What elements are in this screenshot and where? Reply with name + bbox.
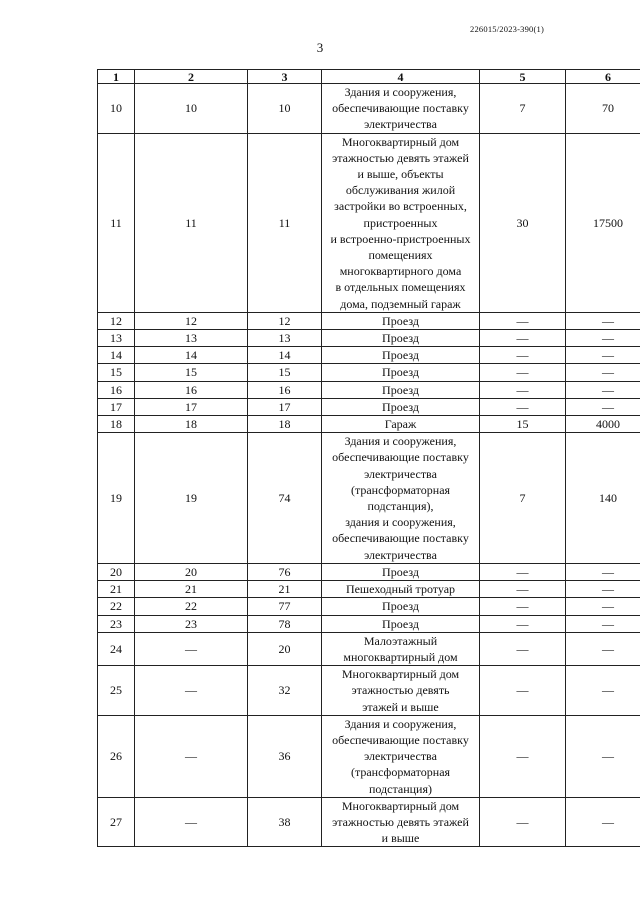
- description-line: Проезд: [382, 399, 419, 414]
- table-cell-c4: [322, 433, 480, 564]
- table-cell-c4: [322, 133, 480, 312]
- description-line: здания и сооружения,: [345, 515, 456, 530]
- table-cell-c6: 17500: [566, 133, 640, 312]
- table-row: [98, 416, 640, 433]
- table-cell-c3: 32: [248, 666, 322, 716]
- description-line: Проезд: [382, 564, 419, 579]
- document-reference-number: 226015/2023-390(1): [470, 24, 544, 34]
- table-cell-c6: —: [566, 715, 640, 797]
- table-row: [98, 632, 640, 665]
- table-cell-c1: 16: [98, 381, 135, 398]
- table-cell-c2: 10: [135, 84, 248, 134]
- table-cell-c4: [322, 615, 480, 632]
- description-line: пристроенных: [363, 215, 438, 230]
- table-cell-c2: 14: [135, 347, 248, 364]
- description-line: этажностью девять: [351, 683, 450, 698]
- description-line: многоквартирный дом: [343, 649, 458, 664]
- table-cell-c2: 15: [135, 364, 248, 381]
- description-line: и выше: [381, 831, 420, 846]
- column-header: 5: [480, 70, 566, 84]
- table-cell-c3: 18: [248, 416, 322, 433]
- table-row: [98, 433, 640, 564]
- table-cell-c4: [322, 563, 480, 580]
- table-cell-c5: 7: [480, 84, 566, 134]
- table-cell-c2: 19: [135, 433, 248, 564]
- description-line: этажей и выше: [362, 699, 439, 714]
- table-cell-c1: 26: [98, 715, 135, 797]
- table-cell-c1: 23: [98, 615, 135, 632]
- description-line: Проезд: [382, 348, 419, 363]
- description-line: обслуживания жилой: [345, 183, 456, 198]
- table-row: [98, 797, 640, 847]
- table-cell-c6: —: [566, 666, 640, 716]
- table-cell-c1: 21: [98, 581, 135, 598]
- table-cell-c5: —: [480, 381, 566, 398]
- table-cell-c3: 17: [248, 398, 322, 415]
- table-cell-c3: 74: [248, 433, 322, 564]
- description-line: Малоэтажный: [363, 633, 438, 648]
- description-line: Здания и сооружения,: [344, 716, 457, 731]
- table-cell-c4: [322, 330, 480, 347]
- table-cell-c4: [322, 312, 480, 329]
- table-cell-c2: 22: [135, 598, 248, 615]
- table-cell-c5: 7: [480, 433, 566, 564]
- description-line: обеспечивающие поставку: [332, 101, 469, 116]
- table-cell-c5: 30: [480, 133, 566, 312]
- table-row: [98, 84, 640, 134]
- table-cell-c5: —: [480, 581, 566, 598]
- table-cell-c2: 23: [135, 615, 248, 632]
- table-cell-c6: —: [566, 632, 640, 665]
- table-cell-c3: 77: [248, 598, 322, 615]
- description-line: застройки во встроенных,: [334, 199, 467, 214]
- table-cell-c1: 18: [98, 416, 135, 433]
- table-cell-c6: —: [566, 347, 640, 364]
- table-cell-c5: —: [480, 398, 566, 415]
- table-row: [98, 381, 640, 398]
- table-cell-c3: 78: [248, 615, 322, 632]
- table-cell-c5: —: [480, 330, 566, 347]
- table-row: [98, 347, 640, 364]
- table-cell-c1: 12: [98, 312, 135, 329]
- table-cell-c2: 20: [135, 563, 248, 580]
- table-cell-c2: 18: [135, 416, 248, 433]
- column-header: 6: [566, 70, 640, 84]
- table-cell-c4: [322, 598, 480, 615]
- table-cell-c4: [322, 398, 480, 415]
- table-cell-c2: 16: [135, 381, 248, 398]
- table-cell-c2: —: [135, 666, 248, 716]
- description-line: и встроенно-пристроенных: [330, 231, 471, 246]
- description-line: и выше, объекты: [357, 167, 444, 182]
- description-line: Пешеходный тротуар: [345, 582, 456, 597]
- table-cell-c2: —: [135, 797, 248, 847]
- table-cell-c5: —: [480, 563, 566, 580]
- description-line: электричества: [364, 466, 437, 481]
- description-line: Проезд: [382, 365, 419, 380]
- table-cell-c1: 19: [98, 433, 135, 564]
- table-row: [98, 666, 640, 716]
- table-cell-c5: —: [480, 615, 566, 632]
- table-cell-c2: 21: [135, 581, 248, 598]
- description-line: подстанция): [368, 781, 432, 796]
- table-cell-c4: [322, 347, 480, 364]
- table-cell-c4: [322, 666, 480, 716]
- description-line: Проезд: [382, 382, 419, 397]
- table-cell-c4: [322, 632, 480, 665]
- table-cell-c6: —: [566, 581, 640, 598]
- table-row: [98, 581, 640, 598]
- table-cell-c6: —: [566, 598, 640, 615]
- table-cell-c4: [322, 715, 480, 797]
- table-cell-c6: —: [566, 797, 640, 847]
- description-line: этажностью девять этажей: [332, 150, 469, 165]
- table-cell-c1: 11: [98, 133, 135, 312]
- table-row: [98, 133, 640, 312]
- table-cell-c1: 15: [98, 364, 135, 381]
- table-cell-c3: 10: [248, 84, 322, 134]
- table-cell-c6: 140: [566, 433, 640, 564]
- table-cell-c5: —: [480, 364, 566, 381]
- description-line: электричества: [364, 749, 437, 764]
- description-line: (трансформаторная: [350, 765, 451, 780]
- table-cell-c1: 25: [98, 666, 135, 716]
- description-line: этажностью девять этажей: [332, 814, 469, 829]
- table-cell-c6: 4000: [566, 416, 640, 433]
- table-cell-c3: 20: [248, 632, 322, 665]
- description-line: обеспечивающие поставку: [332, 450, 469, 465]
- table-row: [98, 312, 640, 329]
- table-cell-c6: 70: [566, 84, 640, 134]
- table-cell-c3: 36: [248, 715, 322, 797]
- table-cell-c1: 22: [98, 598, 135, 615]
- table-cell-c4: [322, 797, 480, 847]
- table-cell-c6: —: [566, 364, 640, 381]
- column-header: 3: [248, 70, 322, 84]
- table-cell-c5: —: [480, 347, 566, 364]
- column-header: 4: [322, 70, 480, 84]
- table-cell-c3: 13: [248, 330, 322, 347]
- description-line: Многоквартирный дом: [341, 798, 460, 813]
- table-row: [98, 563, 640, 580]
- table-row: [98, 364, 640, 381]
- table-cell-c6: —: [566, 330, 640, 347]
- table-row: [98, 330, 640, 347]
- description-line: Проезд: [382, 331, 419, 346]
- table-cell-c4: [322, 381, 480, 398]
- description-line: подстанция),: [367, 499, 434, 514]
- description-line: электричества: [364, 547, 437, 562]
- table-row: [98, 398, 640, 415]
- table-cell-c5: —: [480, 715, 566, 797]
- table-cell-c1: 13: [98, 330, 135, 347]
- table-cell-c2: 12: [135, 312, 248, 329]
- table-cell-c3: 38: [248, 797, 322, 847]
- table-row: [98, 598, 640, 615]
- description-line: обеспечивающие поставку: [332, 732, 469, 747]
- table-cell-c5: —: [480, 797, 566, 847]
- table-cell-c3: 14: [248, 347, 322, 364]
- table-cell-c1: 20: [98, 563, 135, 580]
- table-cell-c3: 11: [248, 133, 322, 312]
- table-cell-c2: —: [135, 715, 248, 797]
- description-line: Здания и сооружения,: [344, 434, 457, 449]
- description-line: (трансформаторная: [350, 482, 451, 497]
- table-cell-c4: [322, 84, 480, 134]
- description-line: электричества: [364, 117, 437, 132]
- table-cell-c6: —: [566, 563, 640, 580]
- description-line: Здания и сооружения,: [344, 85, 457, 99]
- table-cell-c6: —: [566, 381, 640, 398]
- table-cell-c6: —: [566, 615, 640, 632]
- description-line: Проезд: [382, 616, 419, 631]
- table-cell-c3: 76: [248, 563, 322, 580]
- table-cell-c3: 15: [248, 364, 322, 381]
- column-header: 1: [98, 70, 135, 84]
- table-cell-c3: 21: [248, 581, 322, 598]
- description-line: Проезд: [382, 313, 419, 328]
- table-cell-c5: —: [480, 312, 566, 329]
- table-cell-c1: 17: [98, 398, 135, 415]
- table-cell-c6: —: [566, 312, 640, 329]
- table-cell-c1: 24: [98, 632, 135, 665]
- table-header-row: [98, 70, 640, 84]
- description-line: помещениях: [368, 248, 433, 263]
- table-cell-c5: 15: [480, 416, 566, 433]
- description-line: дома, подземный гараж: [340, 296, 461, 311]
- table-cell-c4: [322, 581, 480, 598]
- land-plots-table: [97, 69, 640, 847]
- description-line: многоквартирного дома: [339, 264, 462, 279]
- table-cell-c5: —: [480, 666, 566, 716]
- table-cell-c1: 14: [98, 347, 135, 364]
- table-cell-c2: —: [135, 632, 248, 665]
- table-row: [98, 715, 640, 797]
- table-cell-c3: 12: [248, 312, 322, 329]
- table-row: [98, 615, 640, 632]
- column-header: 2: [135, 70, 248, 84]
- table-cell-c2: 11: [135, 133, 248, 312]
- table-cell-c1: 27: [98, 797, 135, 847]
- table-cell-c2: 17: [135, 398, 248, 415]
- table-cell-c6: —: [566, 398, 640, 415]
- table-cell-c5: —: [480, 632, 566, 665]
- table-cell-c4: [322, 364, 480, 381]
- description-line: Проезд: [382, 599, 419, 614]
- table-cell-c3: 16: [248, 381, 322, 398]
- page-number: 3: [316, 40, 324, 55]
- table-cell-c1: 10: [98, 84, 135, 134]
- table-cell-c5: —: [480, 598, 566, 615]
- description-line: Гараж: [384, 417, 417, 432]
- table-cell-c4: [322, 416, 480, 433]
- table-cell-c2: 13: [135, 330, 248, 347]
- description-line: обеспечивающие поставку: [332, 531, 469, 546]
- description-line: в отдельных помещениях: [335, 280, 466, 295]
- description-line: Многоквартирный дом: [341, 134, 460, 149]
- description-line: Многоквартирный дом: [341, 667, 460, 682]
